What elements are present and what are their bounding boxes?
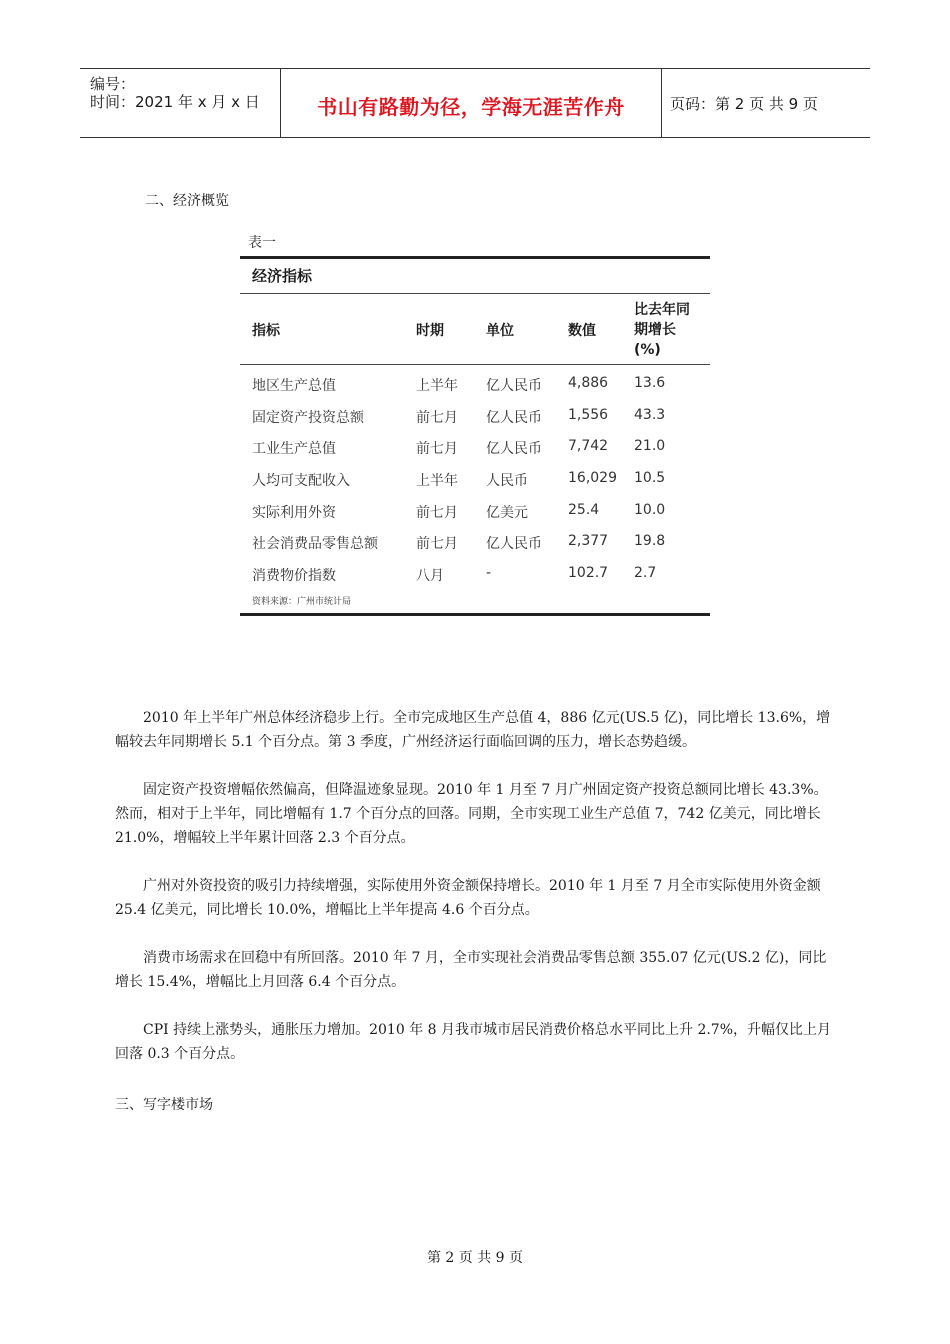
cell-indicator: 工业生产总值 — [252, 441, 336, 458]
header-growth-line-3: (%) — [634, 342, 661, 358]
header-meta-cell — [80, 69, 281, 137]
cell-indicator: 地区生产总值 — [252, 378, 336, 394]
table-row — [240, 559, 710, 591]
table-row — [240, 464, 710, 496]
cell-period: 前七月 — [416, 409, 458, 426]
page-footer: 第 2 页 共 9 页 — [426, 1250, 524, 1266]
header-value: 数值 — [568, 323, 596, 339]
cell-unit: 人民币 — [486, 473, 528, 490]
cell-growth: 10.5 — [634, 470, 666, 487]
cell-period: 上半年 — [416, 473, 458, 490]
cell-unit: 亿人民币 — [486, 409, 542, 426]
header-indicator: 指标 — [252, 323, 280, 339]
cell-period: 前七月 — [416, 504, 458, 521]
cell-period: 上半年 — [416, 378, 458, 394]
section-title-economy: 二、经济概览 — [145, 193, 229, 209]
cell-unit: 亿人民币 — [486, 536, 542, 553]
table-row — [240, 527, 710, 559]
motto: 书山有路勤为径，学海无涯苦作舟 — [317, 95, 625, 119]
table-title: 经济指标 — [240, 256, 710, 294]
cell-period: 前七月 — [416, 536, 458, 553]
header-growth-line-1: 比去年同 — [634, 302, 690, 318]
cell-indicator: 固定资产投资总额 — [252, 409, 364, 426]
cell-growth: 2.7 — [634, 565, 657, 582]
cell-unit: 亿人民币 — [486, 441, 542, 458]
table-source: 资料来源：广州市统计局 — [252, 596, 352, 607]
cell-indicator: 社会消费品零售总额 — [252, 536, 378, 553]
section-title-office: 三、写字楼市场 — [115, 1097, 213, 1113]
page-info: 页码：第 2 页 共 9 页 — [670, 95, 818, 113]
table-header-row — [240, 294, 710, 365]
table-caption: 表一 — [248, 235, 276, 251]
number-label: 编号： — [90, 75, 136, 93]
cell-growth: 10.0 — [634, 501, 666, 518]
header-unit: 单位 — [486, 323, 514, 339]
cell-unit: 亿人民币 — [486, 378, 542, 394]
cell-value: 1,556 — [568, 406, 609, 423]
cell-unit: - — [486, 565, 492, 582]
paragraph-3: 广州对外资投资的吸引力持续增强，实际使用外资金额保持增长。2010 年 1 月至 7 月全市实际使用外资金额 25.4 亿美元，同比增长 10.0%，增幅比上半年提高 4.6 个百分点。 — [115, 878, 821, 918]
table-row — [240, 401, 710, 433]
header-motto-cell — [281, 69, 662, 137]
paragraph-4: 消费市场需求在回稳中有所回落。2010 年 7 月，全市实现社会消费品零售总额 355.07 亿元(US.2 亿)，同比增长 15.4%，增幅比上月回落 6.4 个百分点。 — [115, 950, 827, 990]
cell-value: 7,742 — [568, 438, 609, 455]
header-growth — [634, 300, 690, 360]
table-row — [240, 369, 710, 401]
cell-period: 前七月 — [416, 441, 458, 458]
cell-value: 2,377 — [568, 533, 609, 550]
time-label: 时间：2021 年 x 月 x 日 — [90, 93, 260, 111]
paragraph-1: 2010 年上半年广州总体经济稳步上行。全市完成地区生产总值 4，886 亿元(US.5 亿)，同比增长 13.6%，增幅较去年同期增长 5.1 个百分点。第 3 季度，广州经济运行面临回调的压力，增长态势趋缓。 — [115, 710, 831, 750]
paragraph-5: CPI 持续上涨势头，通胀压力增加。2010 年 8 月我市城市居民消费价格总水平同比上升 2.7%，升幅仅比上月回落 0.3 个百分点。 — [115, 1022, 832, 1062]
table-row — [240, 496, 710, 528]
cell-indicator: 人均可支配收入 — [252, 473, 350, 490]
cell-period: 八月 — [416, 568, 444, 585]
header-page-cell — [662, 69, 870, 137]
cell-indicator: 实际利用外资 — [252, 504, 336, 521]
cell-unit: 亿美元 — [486, 504, 528, 521]
cell-value: 102.7 — [568, 565, 609, 582]
table-body — [240, 369, 710, 591]
paragraph-2: 固定资产投资增幅依然偏高，但降温迹象显现。2010 年 1 月至 7 月广州固定资产投资总额同比增长 43.3%。然而，相对于上半年，同比增幅有 1.7 个百分点的回落。同期，全市实现工业生产总值 7，742 亿美元，同比增长 21.0%，增幅较上半年累计回落 2.3 个百分点。 — [115, 782, 828, 846]
page-header — [80, 68, 870, 138]
cell-growth: 21.0 — [634, 438, 666, 455]
cell-growth: 13.6 — [634, 375, 666, 391]
cell-value: 25.4 — [568, 501, 600, 518]
cell-indicator: 消费物价指数 — [252, 568, 336, 585]
table-row — [240, 432, 710, 464]
cell-value: 4,886 — [568, 375, 609, 391]
economic-indicators-table — [240, 230, 710, 616]
cell-growth: 43.3 — [634, 406, 666, 423]
cell-growth: 19.8 — [634, 533, 666, 550]
cell-value: 16,029 — [568, 470, 617, 487]
header-growth-line-2: 期增长 — [634, 322, 676, 338]
header-period: 时期 — [416, 323, 444, 339]
